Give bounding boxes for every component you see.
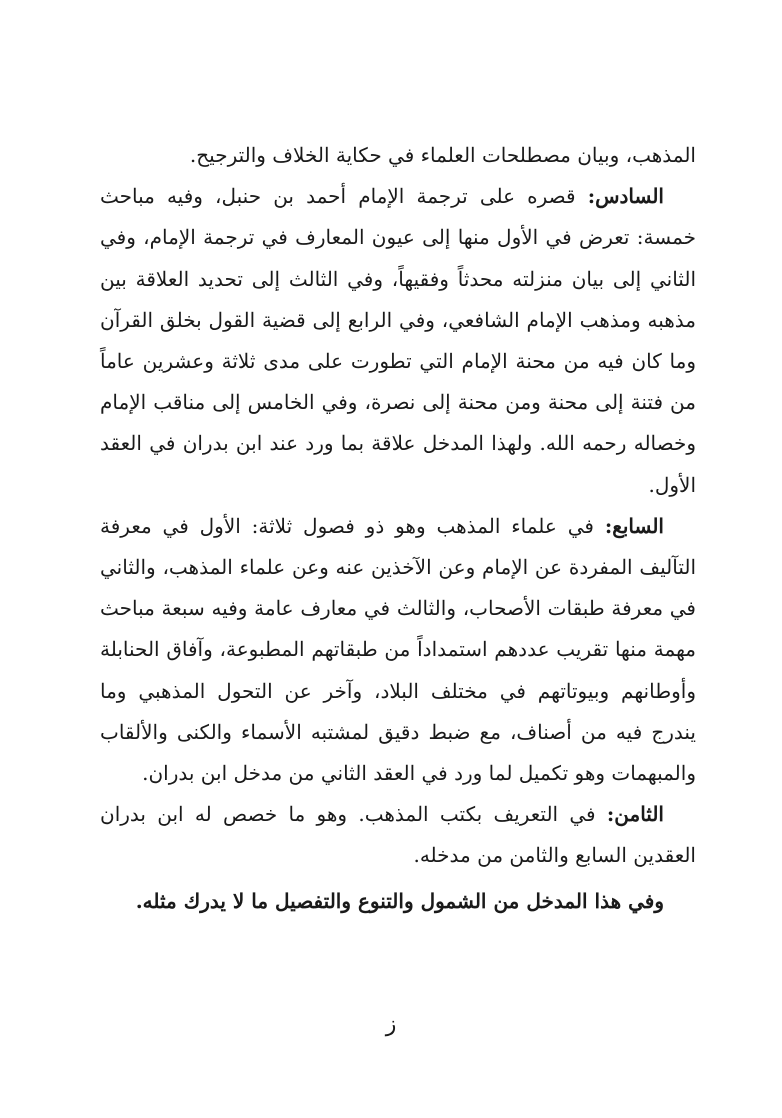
paragraph-eighth [100,794,696,876]
paragraph-continuation [100,135,696,176]
closing-sentence: وفي هذا المدخل من الشمول والتنوع والتفصيل ما لا يدرك مثله. [135,888,664,913]
paragraph-heading: السادس: [587,184,664,209]
paragraph-heading: الثامن: [606,802,664,827]
paragraph-seventh [100,506,696,794]
paragraph-text: قصره على ترجمة الإمام أحمد بن حنبل، وفيه مباحث خمسة: تعرض في الأول منها إلى عيون المعارف في ترجمة الإمام، وفي الثاني إلى بيان منزلته محدثاً وفقيهاً، وفي الثالث إلى تحديد العلاقة بين مذهبه ومذهب الإمام الشافعي، وفي الرابع إلى قضية القول بخلق القرآن وما كان فيه من محنة الإمام التي تطورت على مدى ثلاثة وعشرين عاماً من فتنة إلى محنة ومن محنة إلى نصرة، وفي الخامس إلى مناقب الإمام وخصاله رحمه الله. ولهذا المدخل علاقة بما ورد عند ابن بدران في العقد الأول. [100,184,696,497]
paragraph-heading: السابع: [604,513,664,538]
paragraph-text: في التعريف بكتب المذهب. وهو ما خصص له ابن بدران العقدين السابع والثامن من مدخله. [100,802,696,868]
paragraph-text: المذهب، وبيان مصطلحات العلماء في حكاية الخلاف والترجيح. [189,143,696,167]
page-number: ز [385,1012,397,1037]
paragraph-text: في علماء المذهب وهو ذو فصول ثلاثة: الأول في معرفة التآليف المفردة عن الإمام وعن الآخذين عنه وعن علماء المذهب، والثاني في معرفة طبقات الأصحاب، والثالث في معارف عامة وفيه سبعة مباحث مهمة منها تقريب عددهم استمداداً من طبقاتهم المطبوعة، وآفاق الحنابلة وأوطانهم وبيوتاتهم في مختلف البلاد، وآخر عن التحول المذهبي وما يندرج فيه من أصناف، مع ضبط دقيق لمشتبه الأسماء والكنى والألقاب والمبهمات وهو تكميل لما ورد في العقد الثاني من مدخل ابن بدران. [100,513,696,786]
body-text [100,135,696,922]
paragraph-sixth [100,176,696,506]
